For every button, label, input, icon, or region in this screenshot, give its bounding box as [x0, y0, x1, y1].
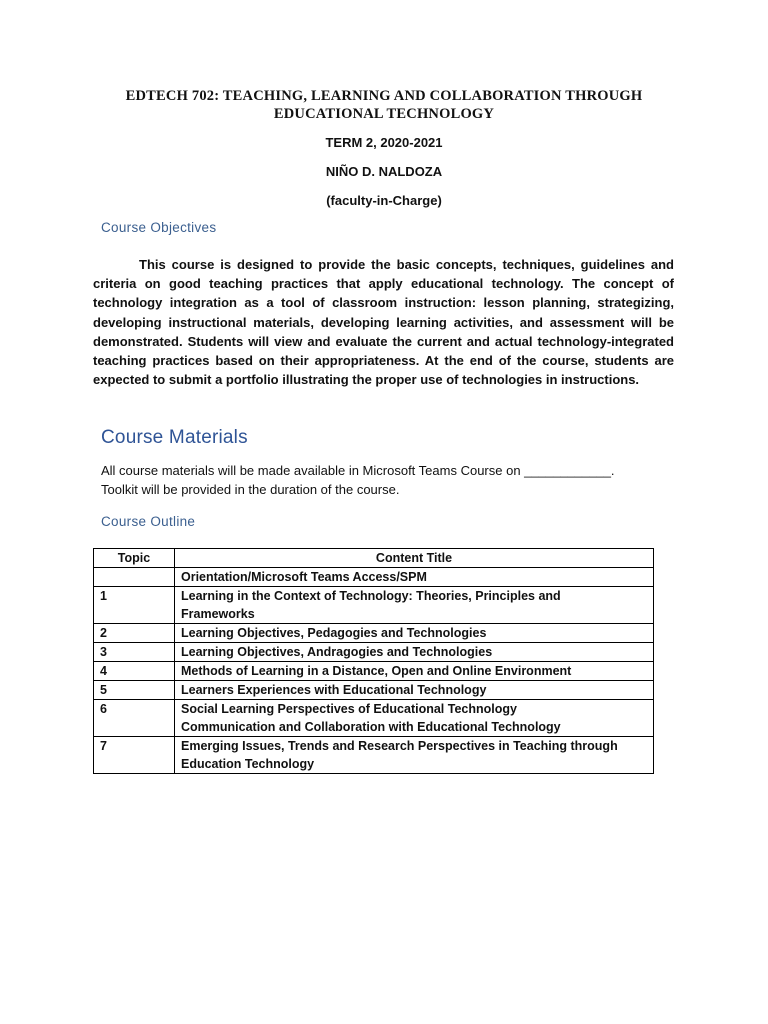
table-row: [94, 568, 654, 587]
content-title-cell: [175, 700, 654, 737]
course-outline-table: [93, 548, 654, 774]
materials-line-availability: All course materials will be made available in Microsoft Teams Course on ____________.: [101, 463, 615, 478]
materials-heading: Course Materials: [101, 427, 248, 448]
table-row: [94, 662, 654, 681]
content-title-cell: [175, 737, 654, 774]
table-row: [94, 643, 654, 662]
content-title-line: Learning Objectives, Pedagogies and Technologies: [181, 626, 487, 640]
materials-text: [101, 461, 671, 499]
topic-cell: 4: [94, 662, 175, 681]
table-row: [94, 587, 654, 624]
content-title-line: Education Technology: [181, 757, 315, 771]
materials-line-toolkit: Toolkit will be provided in the duration of the course.: [101, 482, 400, 497]
topic-cell: 7: [94, 737, 175, 774]
content-title-line: Communication and Collaboration with Educational Technology: [181, 720, 561, 734]
topic-cell: 5: [94, 681, 175, 700]
table-row: [94, 681, 654, 700]
topic-cell: [94, 568, 175, 587]
outline-heading: Course Outline: [101, 514, 196, 529]
column-header-content-title: Content Title: [175, 549, 654, 568]
objectives-heading: Course Objectives: [101, 220, 217, 235]
content-title-cell: [175, 568, 654, 587]
topic-cell: 3: [94, 643, 175, 662]
content-title-line: Learning Objectives, Andragogies and Technologies: [181, 645, 493, 659]
table-row: [94, 700, 654, 737]
course-title: EDTECH 702: TEACHING, LEARNING AND COLLABORATION THROUGH EDUCATIONAL TECHNOLOGY: [125, 88, 643, 122]
table-header-row: [94, 549, 654, 568]
instructor-role: (faculty-in-Charge): [326, 193, 442, 208]
column-header-topic: Topic: [94, 549, 175, 568]
table-row: [94, 737, 654, 774]
content-title-line: Orientation/Microsoft Teams Access/SPM: [181, 570, 427, 584]
content-title-line: Social Learning Perspectives of Educational Technology: [181, 702, 517, 716]
content-title-line: Learners Experiences with Educational Technology: [181, 683, 487, 697]
content-title-line: Emerging Issues, Trends and Research Perspectives in Teaching through: [181, 739, 618, 753]
instructor-name: NIÑO D. NALDOZA: [325, 164, 443, 179]
table-row: [94, 624, 654, 643]
topic-cell: 1: [94, 587, 175, 624]
content-title-cell: [175, 681, 654, 700]
content-title-line: Frameworks: [181, 607, 255, 621]
term-label: TERM 2, 2020-2021: [325, 135, 443, 150]
content-title-cell: [175, 624, 654, 643]
content-title-cell: [175, 587, 654, 624]
topic-cell: 2: [94, 624, 175, 643]
content-title-line: Methods of Learning in a Distance, Open and Online Environment: [181, 664, 572, 678]
objectives-paragraph: This course is designed to provide the basic concepts, techniques, guidelines and criteria on good teaching practices that apply educational technology. The concept of technology integration as a tool of classroom instruction: lesson planning, strategizing, developing instructional materials, developing learning activities, and assessment will be demonstrated. Students will view and evaluate the current and actual technology-integrated teaching practices based on their appropriateness. At the end of the course, students are expected to submit a portfolio illustrating the proper use of technologies in instructions.: [93, 257, 674, 388]
topic-cell: 6: [94, 700, 175, 737]
content-title-cell: [175, 662, 654, 681]
table-body: [94, 568, 654, 774]
content-title-cell: [175, 643, 654, 662]
content-title-line: Learning in the Context of Technology: Theories, Principles and: [181, 589, 561, 603]
